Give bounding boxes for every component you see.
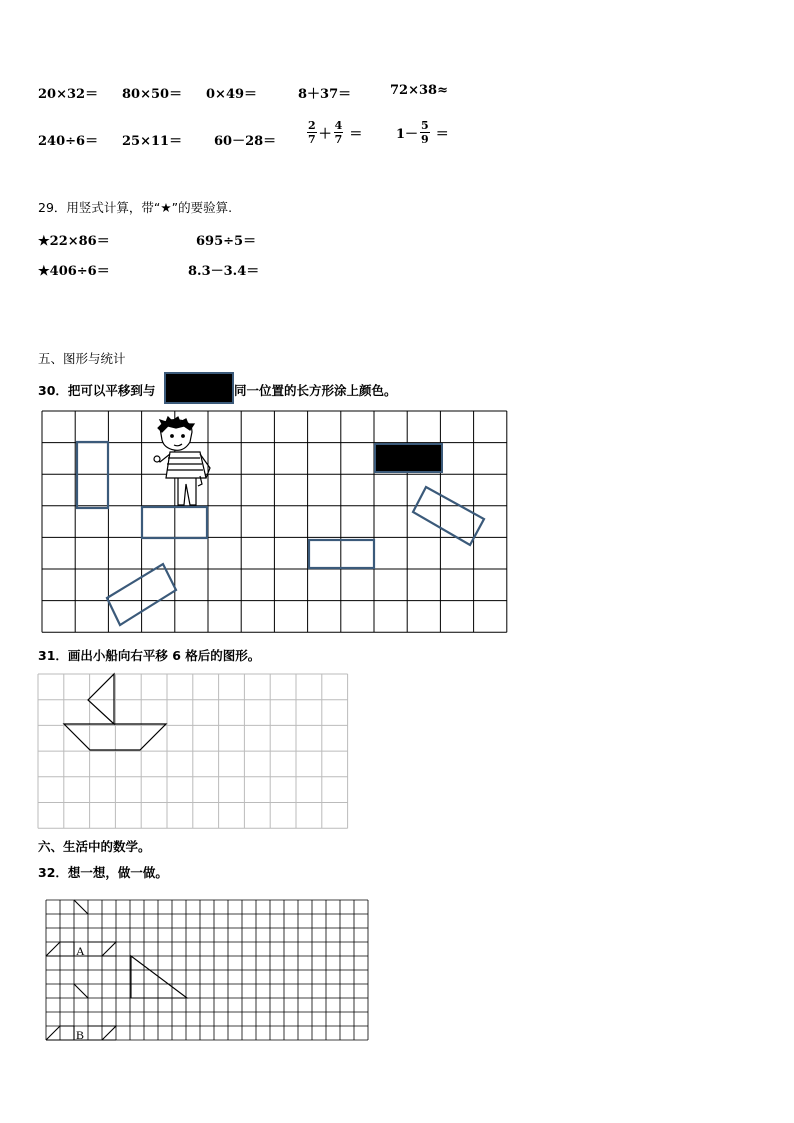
frac-b-den: 7 <box>334 133 343 146</box>
frac-op: ＋ <box>318 127 332 142</box>
frac2-num: 5 <box>421 119 429 132</box>
frac-a-den: 7 <box>308 133 316 146</box>
calc-4: 8＋37＝ <box>298 87 352 102</box>
label-b: B <box>76 1028 85 1042</box>
calc-1: 20×32＝ <box>38 87 99 102</box>
section-5-title: 五、图形与统计 <box>38 351 126 366</box>
q31-title: 31．画出小船向右平移 6 格后的图形。 <box>38 648 261 663</box>
q30-prefix: 30．把可以平移到与 <box>38 383 156 398</box>
q29-item-2: 695÷5＝ <box>196 234 257 249</box>
calc-7: 25×11＝ <box>122 134 183 149</box>
frac-b-num: 4 <box>334 119 343 132</box>
calc-5: 72×38≈ <box>390 83 448 98</box>
triangle-shape <box>131 956 187 998</box>
frac2-eq: ＝ <box>435 127 449 142</box>
calc-8: 60－28＝ <box>214 134 277 149</box>
calc-2: 80×50＝ <box>122 87 183 102</box>
q32-title: 32．想一想，做一做。 <box>38 865 168 880</box>
q29-item-1: ★22×86＝ <box>38 234 110 249</box>
q29-item-4: 8.3－3.4＝ <box>188 264 260 279</box>
calc-6: 240÷6＝ <box>38 134 99 149</box>
section-6-title: 六、生活中的数学。 <box>38 839 151 854</box>
frac2-whole: 1－ <box>396 127 419 142</box>
frac-a-num: 2 <box>308 119 316 132</box>
q29-title: 29．用竖式计算，带“★”的要验算. <box>38 200 233 215</box>
q29-item-3: ★406÷6＝ <box>38 264 110 279</box>
calc-3: 0×49＝ <box>206 87 258 102</box>
label-a: A <box>76 944 85 958</box>
frac2-den: 9 <box>421 133 429 146</box>
q30-suffix: 同一位置的长方形涂上颜色。 <box>234 383 397 398</box>
frac-eq: ＝ <box>349 127 363 142</box>
